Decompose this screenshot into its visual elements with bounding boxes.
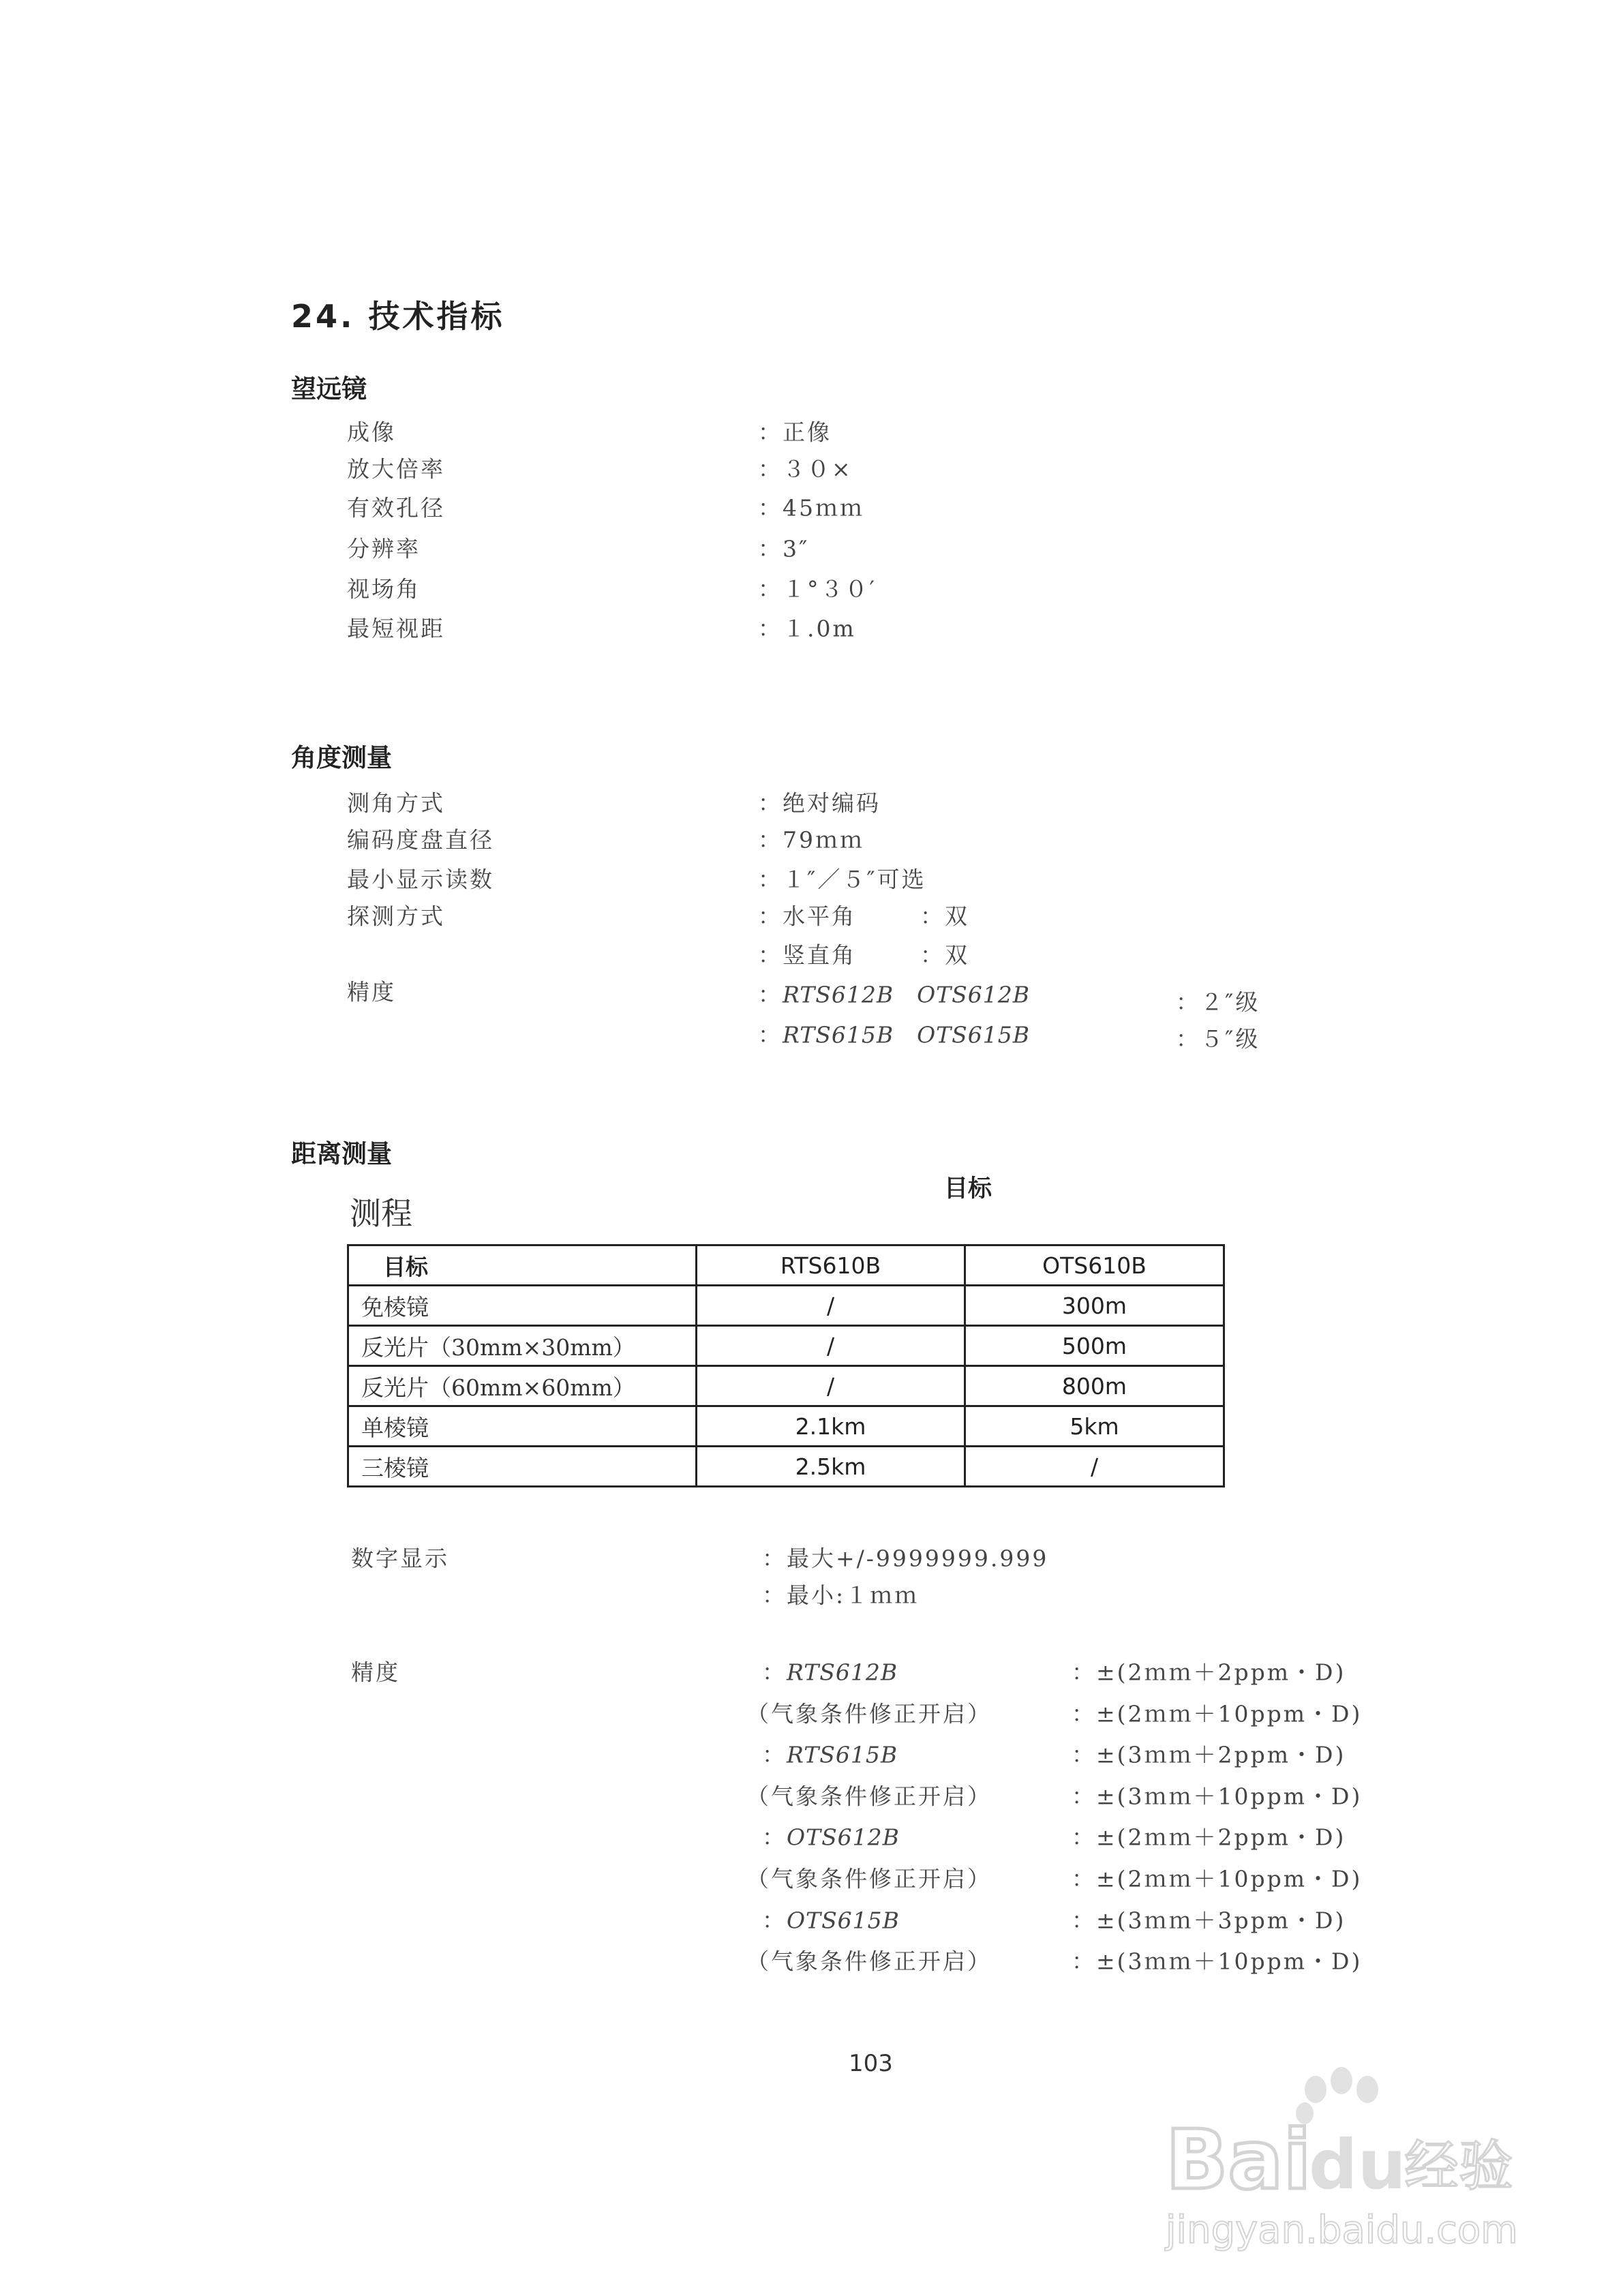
- model-name-text: RTS612B: [787, 1659, 898, 1686]
- table-cell: 300m: [965, 1286, 1224, 1326]
- spec-value-text: 水平角: [783, 903, 856, 930]
- page-number: 103: [849, 2050, 893, 2077]
- accuracy-value: ：±(3ｍｍ＋2ppm・D): [1072, 1741, 1346, 1768]
- accuracy-value-text: ±(2ｍｍ＋10ppm・D): [1096, 1865, 1363, 1892]
- table-row: [348, 1326, 1224, 1366]
- spec-value: ：正像: [758, 419, 832, 446]
- spec-value-text: ３０×: [783, 455, 853, 483]
- target-caption: 目标: [944, 1175, 992, 1203]
- accuracy-value: ：±(2ｍｍ＋10ppm・D): [1072, 1865, 1363, 1892]
- distance-heading: 距离测量: [291, 1139, 392, 1168]
- spec-label: 有效孔径: [347, 494, 445, 522]
- spec-value-2: ：双: [920, 903, 969, 930]
- accuracy-value: ：±(3ｍｍ＋10ppm・D): [1072, 1783, 1363, 1810]
- spec-value-2-text: 双: [945, 941, 969, 969]
- header-target: 目标: [348, 1245, 697, 1286]
- header-rts610b: RTS610B: [697, 1245, 965, 1286]
- accuracy-value-text: ±(3ｍｍ＋10ppm・D): [1096, 1783, 1363, 1810]
- spec-label: 成像: [347, 419, 396, 446]
- table-cell: 500m: [965, 1326, 1224, 1366]
- accuracy-grade: ：５″级: [1176, 1025, 1260, 1053]
- table-cell: /: [697, 1366, 965, 1406]
- spec-value: ：３０×: [758, 455, 853, 483]
- svg-text:经验: 经验: [1404, 2134, 1513, 2198]
- table-row: [348, 1447, 1224, 1487]
- display-min-value: 最小:１ｍｍ: [787, 1582, 920, 1609]
- spec-value: ：１°３０′: [758, 575, 877, 603]
- accuracy-models: ：RTS615B OTS615B: [758, 1021, 1031, 1048]
- spec-value: ：竖直角: [758, 941, 856, 969]
- weather-correction-note: （气象条件修正开启）: [746, 1700, 992, 1727]
- model-name-text: RTS615B: [787, 1741, 898, 1768]
- range-label: 测程: [350, 1195, 412, 1232]
- range-table: [347, 1244, 1225, 1487]
- display-label: 数字显示: [351, 1545, 449, 1572]
- table-cell: 免棱镜: [348, 1286, 697, 1326]
- accuracy-value-text: ±(2ｍｍ＋10ppm・D): [1096, 1700, 1363, 1727]
- display-max-value: 最大+/-9999999.999: [787, 1545, 1049, 1572]
- spec-value: ：3″: [758, 535, 810, 562]
- spec-label: 探测方式: [347, 903, 445, 930]
- distance-accuracy-label: 精度: [351, 1659, 400, 1686]
- table-cell: 三棱镜: [348, 1447, 697, 1487]
- accuracy-grade: ：２″级: [1176, 988, 1260, 1016]
- spec-value-2: ：双: [920, 941, 969, 969]
- spec-value-text: １°３０′: [783, 575, 877, 603]
- accuracy-value: ：±(3ｍｍ＋10ppm・D): [1072, 1948, 1363, 1975]
- angle-accuracy-label: 精度: [347, 978, 396, 1006]
- weather-correction-note: （气象条件修正开启）: [746, 1865, 992, 1892]
- accuracy-value: ：±(3ｍｍ＋3ppm・D): [1072, 1907, 1346, 1934]
- accuracy-value-text: ±(3ｍｍ＋2ppm・D): [1096, 1741, 1346, 1768]
- spec-value: ：水平角: [758, 903, 856, 930]
- angle-heading: 角度测量: [291, 743, 392, 772]
- table-cell: 2.1km: [697, 1406, 965, 1447]
- model-name: ：OTS615B: [762, 1907, 900, 1934]
- table-cell: 2.5km: [697, 1447, 965, 1487]
- table-cell: /: [697, 1326, 965, 1366]
- spec-label: 测角方式: [347, 789, 445, 817]
- accuracy-models-text: RTS612B OTS612B: [783, 981, 1031, 1008]
- table-row: [348, 1366, 1224, 1406]
- spec-value: ：45ｍｍ: [758, 494, 864, 522]
- spec-value-text: 79ｍｍ: [783, 826, 864, 854]
- svg-text:Bai: Bai: [1166, 2113, 1311, 2208]
- accuracy-models-text: RTS615B OTS615B: [783, 1021, 1031, 1048]
- accuracy-value: ：±(2ｍｍ＋2ppm・D): [1072, 1659, 1346, 1686]
- spec-value-text: 竖直角: [783, 941, 856, 969]
- spec-label: 分辨率: [347, 535, 421, 562]
- display-min: ：最小:１ｍｍ: [762, 1582, 920, 1609]
- spec-value-text: 45ｍｍ: [783, 494, 864, 522]
- accuracy-value-text: ±(3ｍｍ＋3ppm・D): [1096, 1907, 1346, 1934]
- spec-value-text: 3″: [783, 535, 810, 562]
- table-cell: /: [697, 1286, 965, 1326]
- spec-label: 最短视距: [347, 615, 445, 642]
- page-title: 24. 技术指标: [291, 298, 505, 335]
- paw-logo-icon: [1159, 2066, 1541, 2256]
- spec-value-text: １″／５″可选: [783, 866, 926, 893]
- accuracy-value-text: ±(2ｍｍ＋2ppm・D): [1096, 1659, 1346, 1686]
- table-cell: /: [965, 1447, 1224, 1487]
- spec-label: 最小显示读数: [347, 866, 494, 893]
- svg-text:du: du: [1309, 2125, 1406, 2205]
- spec-value: ：１.0m: [758, 615, 856, 642]
- table-row: [348, 1286, 1224, 1326]
- spec-label: 编码度盘直径: [347, 826, 494, 854]
- table-row: [348, 1406, 1224, 1447]
- accuracy-value-text: ±(2ｍｍ＋2ppm・D): [1096, 1824, 1346, 1851]
- spec-value-text: 绝对编码: [783, 789, 881, 817]
- table-header-row: [348, 1245, 1224, 1286]
- display-max: ：最大+/-9999999.999: [762, 1545, 1049, 1572]
- accuracy-value: ：±(2ｍｍ＋10ppm・D): [1072, 1700, 1363, 1727]
- accuracy-grade-text: ２″级: [1200, 988, 1260, 1016]
- accuracy-value: ：±(2ｍｍ＋2ppm・D): [1072, 1824, 1346, 1851]
- weather-correction-note: （气象条件修正开启）: [746, 1783, 992, 1810]
- spec-value-2-text: 双: [945, 903, 969, 930]
- accuracy-grade-text: ５″级: [1200, 1025, 1260, 1053]
- table-cell: 反光片（60mm×60mm）: [348, 1366, 697, 1406]
- accuracy-value-text: ±(3ｍｍ＋10ppm・D): [1096, 1948, 1363, 1975]
- model-name-text: OTS612B: [787, 1824, 900, 1851]
- spec-value: ：绝对编码: [758, 789, 881, 817]
- model-name: ：RTS615B: [762, 1741, 898, 1768]
- spec-value-text: 正像: [783, 419, 832, 446]
- telescope-heading: 望远镜: [291, 374, 367, 404]
- weather-correction-note: （气象条件修正开启）: [746, 1948, 992, 1975]
- table-cell: 5km: [965, 1406, 1224, 1447]
- spec-value: ：79ｍｍ: [758, 826, 864, 854]
- spec-value: ：１″／５″可选: [758, 866, 926, 893]
- header-ots610b: OTS610B: [965, 1245, 1224, 1286]
- model-name-text: OTS615B: [787, 1907, 900, 1934]
- spec-label: 放大倍率: [347, 455, 445, 483]
- model-name: ：RTS612B: [762, 1659, 898, 1686]
- spec-value-text: １.0m: [783, 615, 856, 642]
- table-cell: 反光片（30mm×30mm）: [348, 1326, 697, 1366]
- model-name: ：OTS612B: [762, 1824, 900, 1851]
- svg-text:jingyan.baidu.com: jingyan.baidu.com: [1166, 2208, 1518, 2252]
- spec-label: 视场角: [347, 575, 421, 603]
- baidu-jingyan-watermark: [1159, 2066, 1541, 2256]
- accuracy-models: ：RTS612B OTS612B: [758, 981, 1031, 1008]
- table-cell: 单棱镜: [348, 1406, 697, 1447]
- table-cell: 800m: [965, 1366, 1224, 1406]
